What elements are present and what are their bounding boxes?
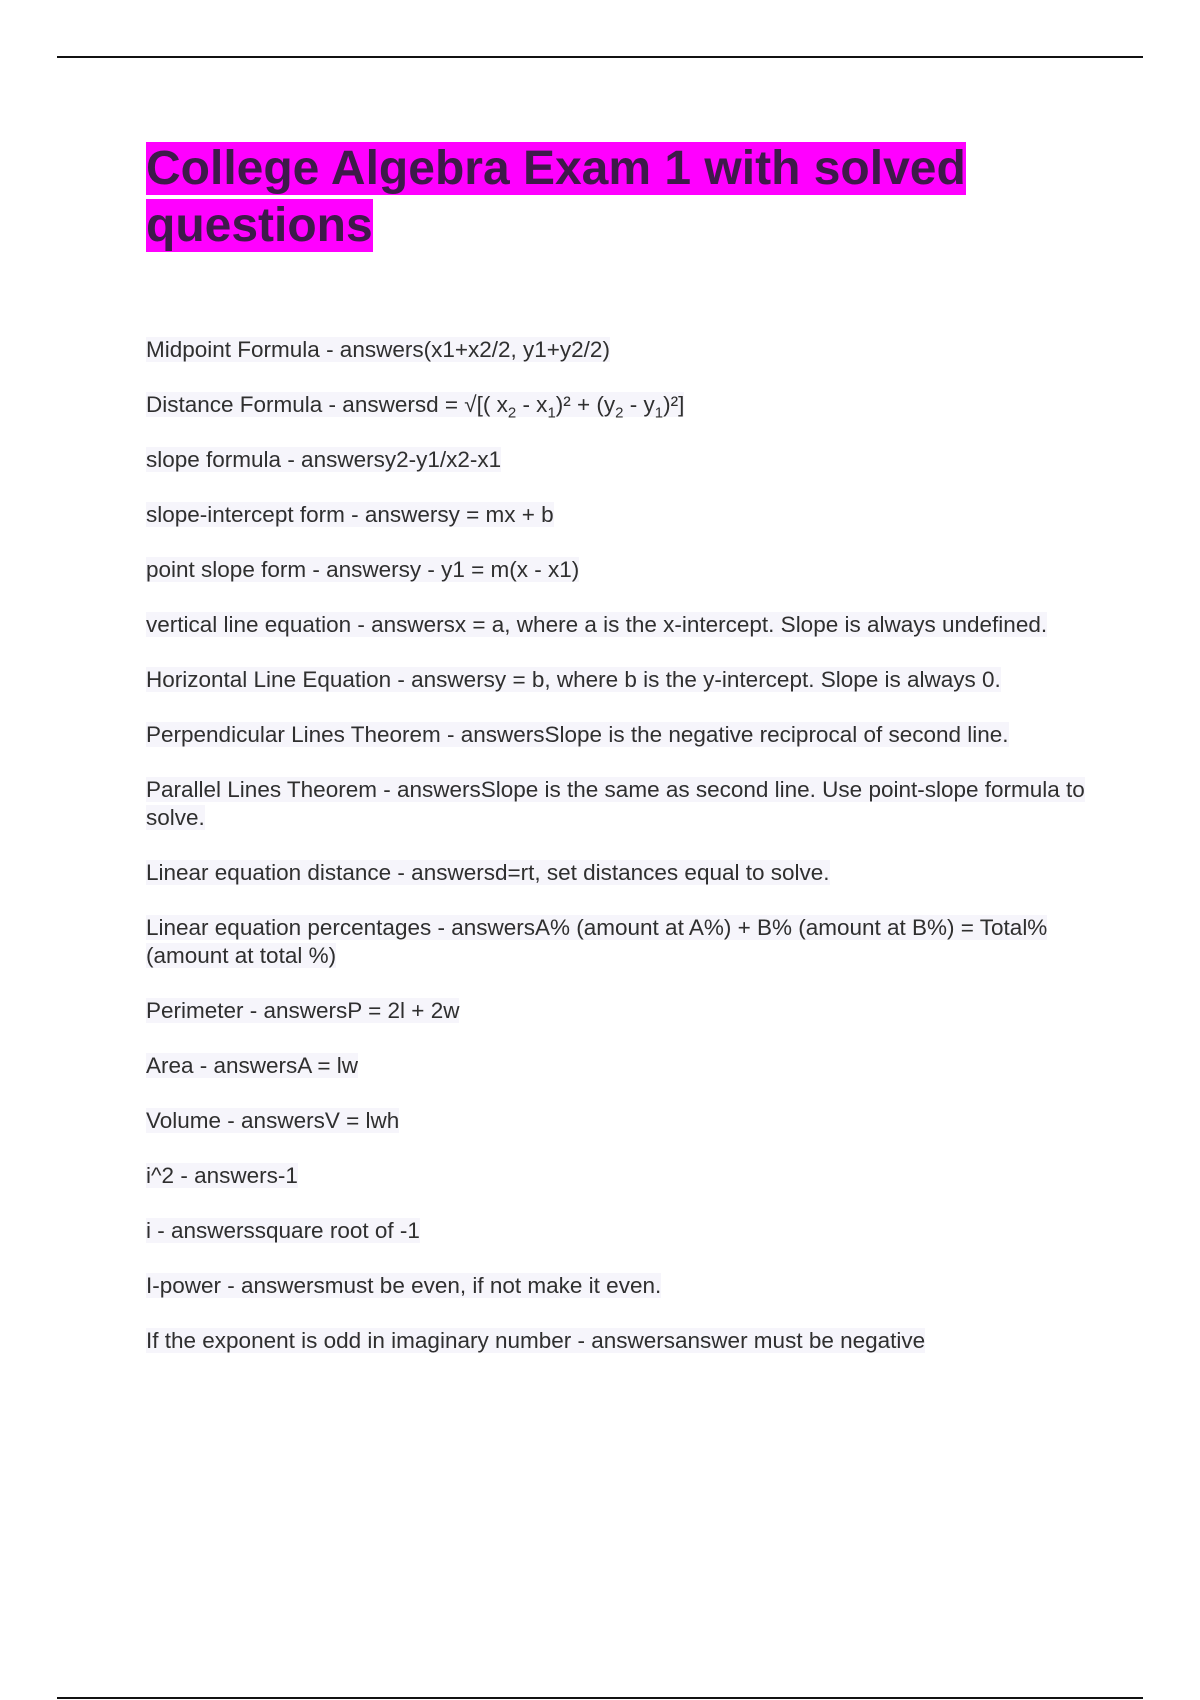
- list-item: [146, 1217, 1086, 1245]
- entry-text: Linear equation percentages - answersA% (amount at A%) + B% (amount at B%) = Total% (amount at total %): [146, 915, 1048, 968]
- list-item: [146, 914, 1086, 970]
- list-item: [146, 611, 1086, 639]
- entry-text: I-power - answersmust be even, if not make it even.: [146, 1273, 662, 1298]
- entry-text: vertical line equation - answersx = a, where a is the x-intercept. Slope is always undefined.: [146, 612, 1048, 637]
- qa-list: [146, 336, 1086, 1382]
- entry-text: Perimeter - answersP = 2l + 2w: [146, 998, 460, 1023]
- document-title: [146, 140, 1046, 254]
- entry-text: Midpoint Formula - answers(x1+x2/2, y1+y2/2): [146, 337, 610, 362]
- entry-text: Area - answersA = lw: [146, 1053, 358, 1078]
- entry-text: If the exponent is odd in imaginary number - answersanswer must be negative: [146, 1328, 926, 1353]
- list-item: [146, 556, 1086, 584]
- list-item: [146, 336, 1086, 364]
- title-highlight: College Algebra Exam 1 with solved questions: [146, 142, 966, 252]
- entry-text: i - answerssquare root of -1: [146, 1218, 420, 1243]
- entry-text: i^2 - answers-1: [146, 1163, 298, 1188]
- list-item: [146, 1107, 1086, 1135]
- list-item: [146, 666, 1086, 694]
- list-item: [146, 859, 1086, 887]
- entry-text: Horizontal Line Equation - answersy = b, where b is the y-intercept. Slope is always 0.: [146, 667, 1001, 692]
- list-item: [146, 1162, 1086, 1190]
- entry-text: Linear equation distance - answersd=rt, set distances equal to solve.: [146, 860, 830, 885]
- entry-text: slope-intercept form - answersy = mx + b: [146, 502, 554, 527]
- list-item: [146, 1272, 1086, 1300]
- list-item: [146, 1327, 1086, 1355]
- entry-text: Volume - answersV = lwh: [146, 1108, 400, 1133]
- entry-text: point slope form - answersy - y1 = m(x - x1): [146, 557, 580, 582]
- list-item: [146, 997, 1086, 1025]
- footer-rule: [57, 1697, 1143, 1699]
- list-item: [146, 721, 1086, 749]
- entry-text: Parallel Lines Theorem - answersSlope is the same as second line. Use point-slope formula to solve.: [146, 777, 1085, 830]
- list-item: [146, 446, 1086, 474]
- entry-text: Distance Formula - answersd = √[( $x_2 - x_1)^2 + (y_2 - y_1)^2$]: [146, 392, 685, 422]
- list-item: [146, 1052, 1086, 1080]
- list-item: [146, 391, 1086, 422]
- entry-text: slope formula - answersy2-y1/x2-x1: [146, 447, 502, 472]
- header-rule: [57, 56, 1143, 58]
- list-item: [146, 776, 1086, 832]
- list-item: [146, 501, 1086, 529]
- entry-text: Perpendicular Lines Theorem - answersSlope is the negative reciprocal of second line.: [146, 722, 1009, 747]
